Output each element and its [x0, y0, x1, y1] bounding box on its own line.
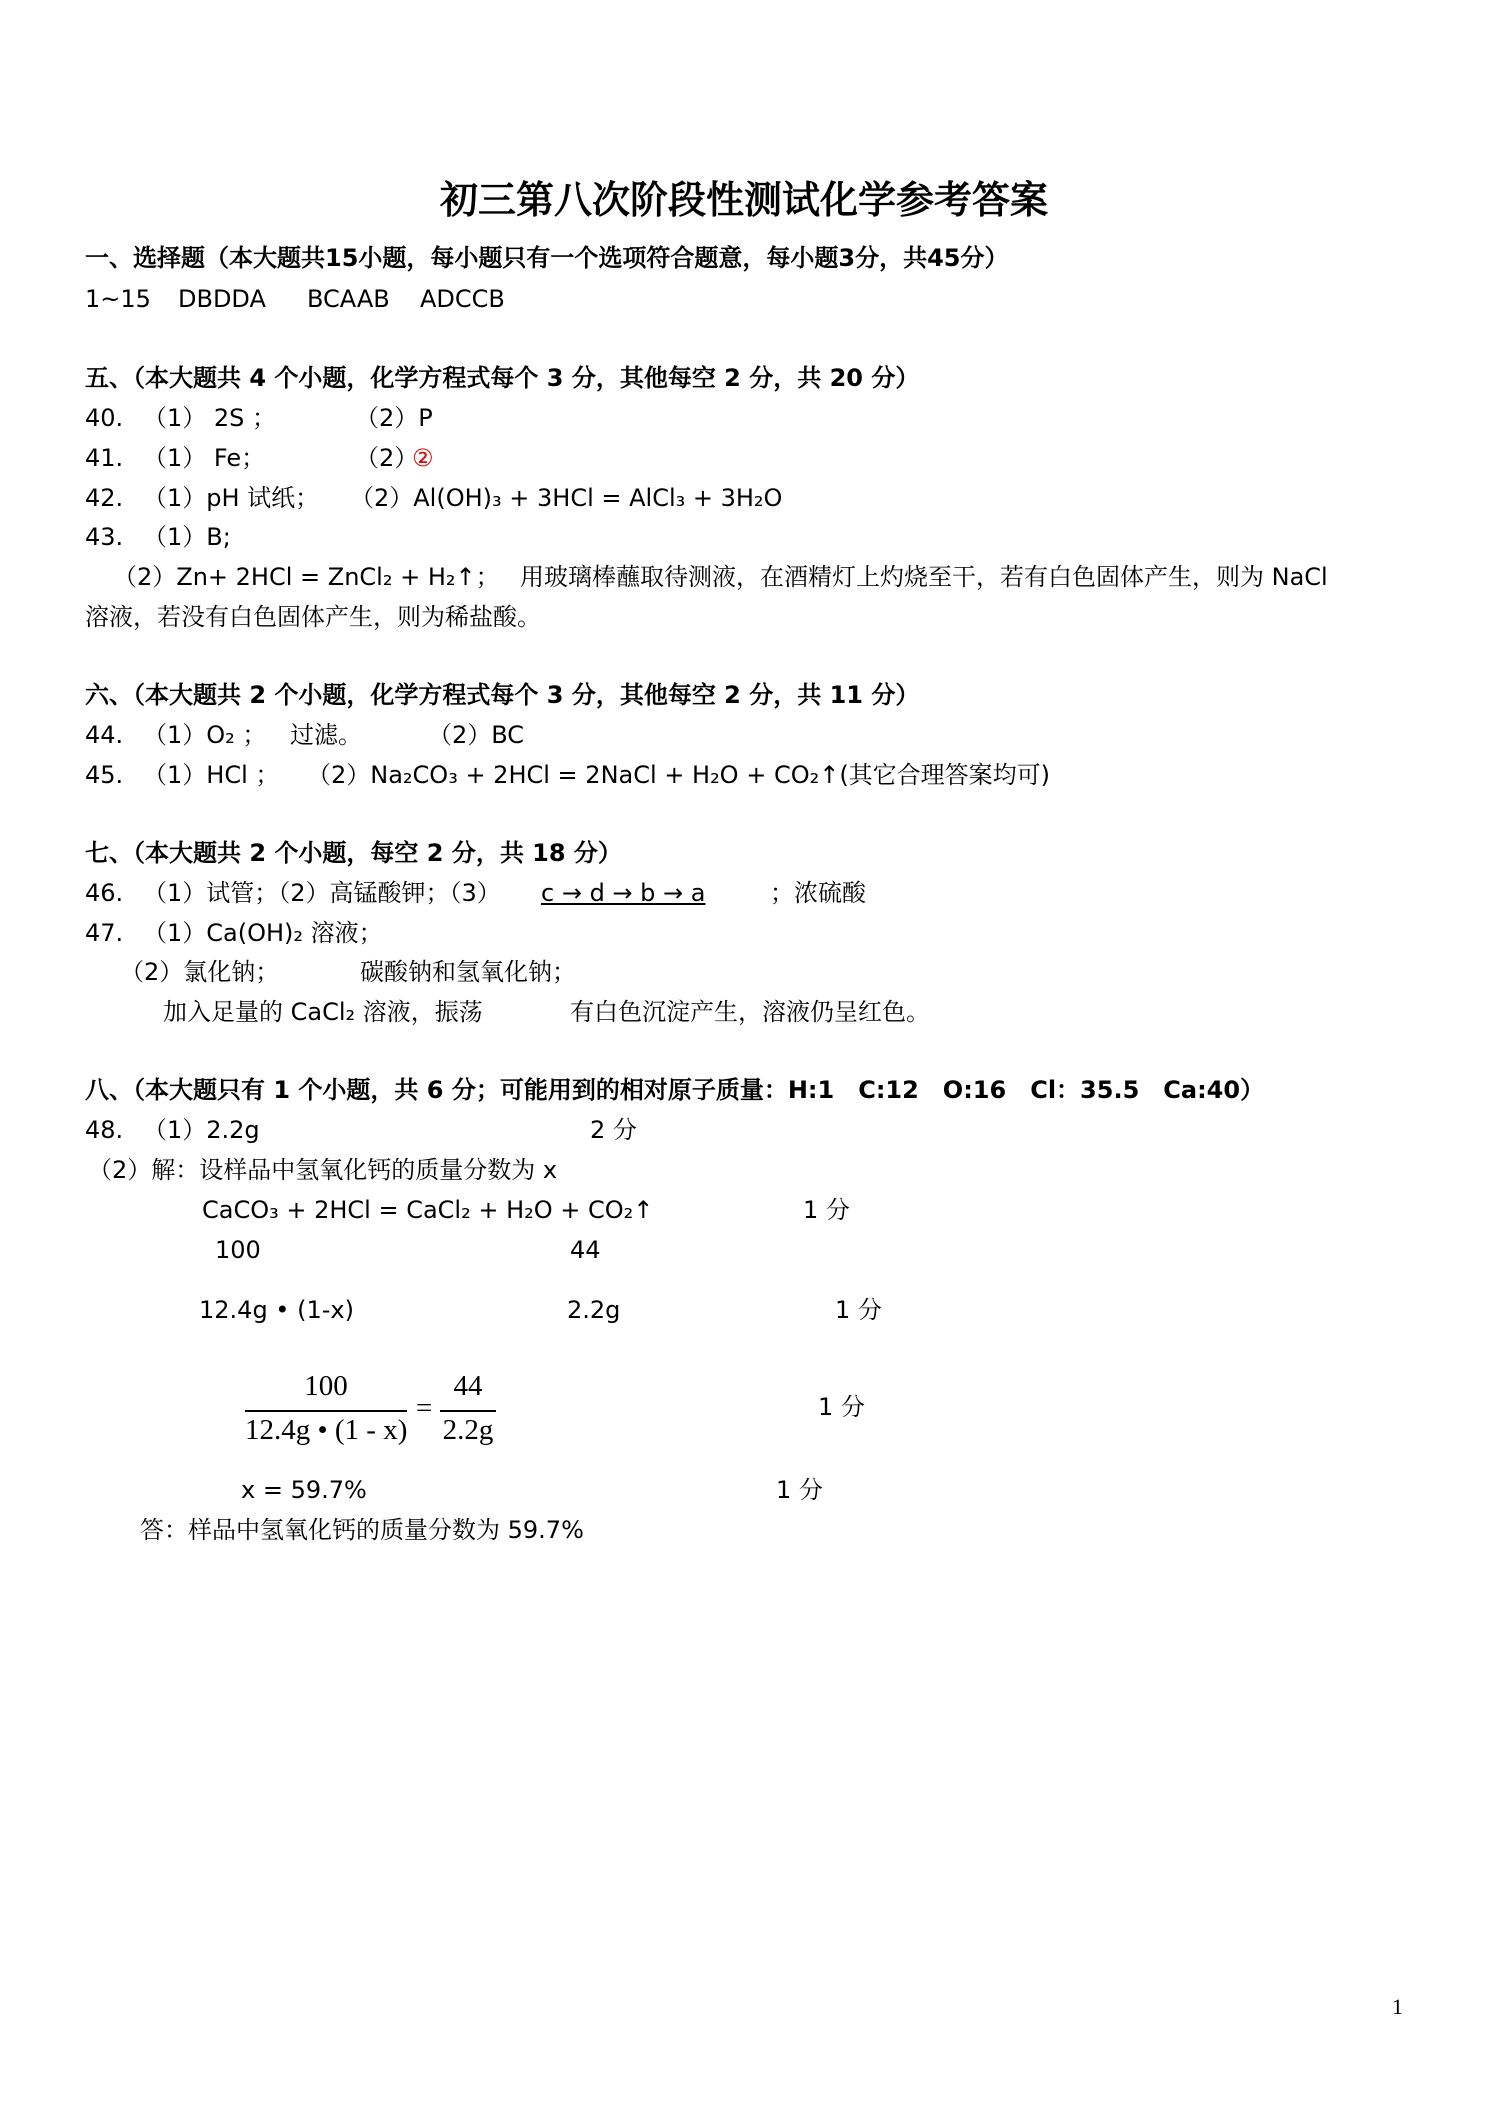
- q40-part1: （1） 2S ；: [143, 404, 277, 432]
- q48-equation-score: 1 分: [803, 1196, 850, 1224]
- q43-part2-text: 用玻璃棒蘸取待测液，在酒精灯上灼烧至干，若有白色固体产生，则为 NaCl: [520, 563, 1328, 591]
- q47-part3-b: 有白色沉淀产生，溶液仍呈红色。: [570, 998, 930, 1026]
- q43-number: 43.: [85, 523, 124, 551]
- fraction-1-numerator: 100: [304, 1370, 348, 1402]
- q48-result: x = 59.7%: [241, 1476, 367, 1504]
- section-1-heading: 一、选择题（本大题共15小题，每小题只有一个选项符合题意，每小题3分，共45分）: [85, 244, 1009, 272]
- q45-part2: （2）Na₂CO₃ + 2HCl = 2NaCl + H₂O + CO₂↑(其它合理答案均可): [307, 761, 1051, 789]
- fraction-1-bar: [245, 1410, 407, 1412]
- q48-part1-score: 2 分: [590, 1116, 637, 1144]
- q48-given-2: 2.2g: [567, 1296, 621, 1324]
- fraction-2-bar: [440, 1410, 496, 1412]
- page-title: 初三第八次阶段性测试化学参考答案: [439, 177, 1048, 222]
- section-7-heading: 七、（本大题共 2 个小题，每空 2 分，共 18 分）: [85, 839, 622, 867]
- q47-part3-a: 加入足量的 CaCl₂ 溶液，振荡: [163, 998, 483, 1026]
- q41-part2-label: （2）: [355, 444, 419, 472]
- q46-number: 46.: [85, 879, 124, 907]
- page-number: 1: [1392, 1994, 1403, 2019]
- fraction-2-numerator: 44: [453, 1370, 483, 1402]
- q48-part1: （1）2.2g: [143, 1116, 260, 1144]
- q44-part1-b: 过滤。: [290, 721, 362, 749]
- q48-molar-mass-2: 44: [570, 1236, 601, 1264]
- q44-part2: （2）BC: [428, 721, 525, 749]
- q45-part1: （1）HCl ；: [143, 761, 280, 789]
- q48-equation: CaCO₃ + 2HCl = CaCl₂ + H₂O + CO₂↑: [202, 1196, 654, 1224]
- mc-group-3: ADCCB: [420, 285, 505, 313]
- q46-tail: ；浓硫酸: [770, 879, 866, 907]
- q48-number: 48.: [85, 1116, 124, 1144]
- q48-part2: （2）解：设样品中氢氧化钙的质量分数为 x: [88, 1156, 558, 1184]
- q43-part2-continued: 溶液，若没有白色固体产生，则为稀盐酸。: [85, 603, 541, 631]
- q48-answer: 答：样品中氢氧化钙的质量分数为 59.7%: [140, 1516, 584, 1544]
- q43-part2-equation: （2）Zn+ 2HCl = ZnCl₂ + H₂↑；: [113, 563, 500, 591]
- fraction-equals: =: [415, 1392, 433, 1424]
- q47-part2-a: （2）氯化钠；: [120, 958, 280, 986]
- q43-part1: （1）B;: [143, 523, 231, 551]
- q46-order: c → d → b → a: [541, 879, 706, 907]
- q48-molar-mass-1: 100: [215, 1236, 261, 1264]
- fraction-2-denominator: 2.2g: [442, 1414, 494, 1446]
- q44-number: 44.: [85, 721, 124, 749]
- q47-part2-b: 碳酸钠和氢氧化钠；: [360, 958, 576, 986]
- fraction-1-denominator: 12.4g • (1 - x): [245, 1414, 408, 1446]
- q42-part2: （2）Al(OH)₃ + 3HCl = AlCl₃ + 3H₂O: [350, 484, 783, 512]
- section-8-heading: 八、（本大题只有 1 个小题，共 6 分；可能用到的相对原子质量：H:1 C:12 O:16 Cl：35.5 Ca:40）: [85, 1076, 1265, 1104]
- q47-part1: （1）Ca(OH)₂ 溶液；: [143, 919, 383, 947]
- q48-given-1: 12.4g • (1-x): [199, 1296, 354, 1324]
- q48-proportion-score: 1 分: [818, 1393, 865, 1421]
- q48-given-score: 1 分: [835, 1296, 882, 1324]
- q42-number: 42.: [85, 484, 124, 512]
- q41-part2-answer: ②: [412, 444, 434, 472]
- q44-part1: （1）O₂ ；: [143, 721, 267, 749]
- section-5-heading: 五、（本大题共 4 个小题，化学方程式每个 3 分，其他每空 2 分，共 20 分）: [85, 364, 920, 392]
- q46-parts: （1）试管；（2）高锰酸钾；（3）: [143, 879, 501, 907]
- q48-result-score: 1 分: [776, 1476, 823, 1504]
- q40-part2: （2）P: [355, 404, 433, 432]
- mc-range: 1~15: [85, 285, 151, 313]
- q42-part1: （1）pH 试纸；: [143, 484, 320, 512]
- q41-number: 41.: [85, 444, 124, 472]
- q40-number: 40.: [85, 404, 124, 432]
- mc-group-1: DBDDA: [178, 285, 266, 313]
- mc-group-2: BCAAB: [307, 285, 390, 313]
- q47-number: 47.: [85, 919, 124, 947]
- section-6-heading: 六、（本大题共 2 个小题，化学方程式每个 3 分，其他每空 2 分，共 11 分）: [85, 681, 920, 709]
- q45-number: 45.: [85, 761, 124, 789]
- q41-part1: （1） Fe；: [143, 444, 266, 472]
